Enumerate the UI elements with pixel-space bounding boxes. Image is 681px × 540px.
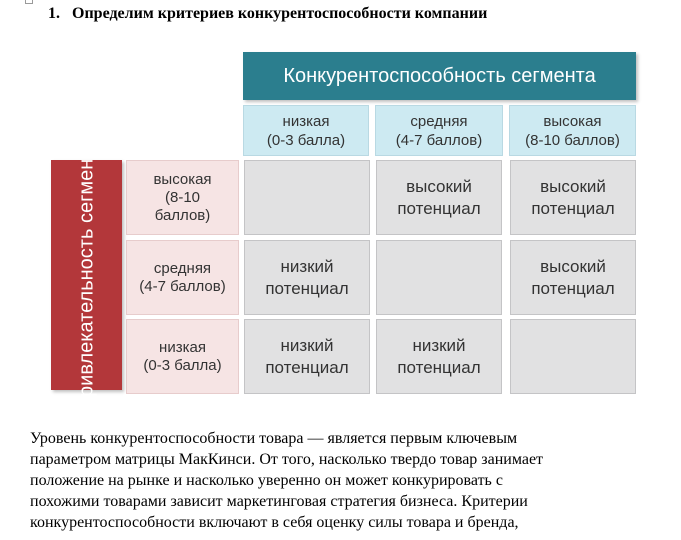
- paragraph-line: положение на рынке и насколько уверенно он может конкурировать с: [30, 472, 503, 489]
- column-axis-title: Конкурентоспособность сегмента: [243, 52, 636, 100]
- matrix-cell-medium-medium: [376, 240, 502, 315]
- row-axis-title: Привлекательность сегмента: [51, 160, 122, 390]
- section-heading: [48, 5, 487, 23]
- row-header-high: высокая (8-10 баллов): [126, 160, 239, 235]
- corner-mark: [25, 0, 33, 4]
- paragraph-line: похожими товарами зависит маркетинговая стратегия бизнеса. Критерии: [30, 493, 528, 510]
- matrix-cell-low-medium: низкий потенциал: [376, 319, 502, 394]
- matrix-cell-medium-low: низкий потенциал: [244, 240, 370, 315]
- paragraph-line: параметром матрицы МакКинси. От того, насколько твердо товар занимает: [30, 451, 544, 468]
- matrix-cell-high-medium: высокий потенциал: [376, 160, 502, 235]
- matrix-cell-high-high: высокий потенциал: [510, 160, 636, 235]
- row-header-low: низкая (0-3 балла): [126, 319, 239, 394]
- paragraph-line: Уровень конкурентоспособности товара — является первым ключевым: [30, 430, 518, 447]
- matrix-cell-medium-high: высокий потенциал: [510, 240, 636, 315]
- matrix-cell-high-low: [244, 160, 370, 235]
- column-header-medium: средняя (4-7 баллов): [375, 105, 503, 156]
- matrix-cell-low-high: [510, 319, 636, 394]
- column-header-low: низкая (0-3 балла): [243, 105, 369, 156]
- body-paragraph: [30, 428, 650, 533]
- matrix-cell-low-low: низкий потенциал: [244, 319, 370, 394]
- heading-number: 1.: [48, 5, 60, 22]
- paragraph-line: конкурентоспособности включают в себя оценку силы товара и бренда,: [30, 514, 519, 531]
- column-header-high: высокая (8-10 баллов): [509, 105, 636, 156]
- heading-title: Определим критериев конкурентоспособности компании: [72, 5, 488, 22]
- row-header-medium: средняя (4-7 баллов): [126, 240, 239, 315]
